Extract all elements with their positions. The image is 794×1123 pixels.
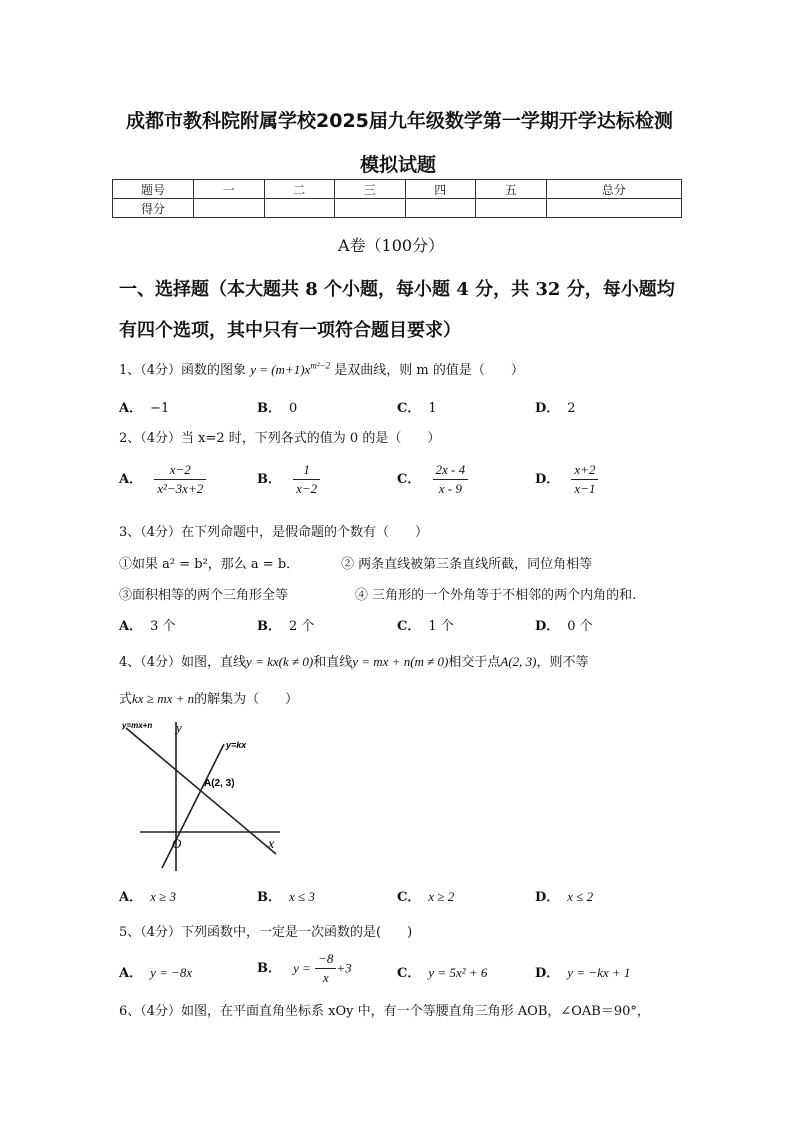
q4-inequality: kx ≥ mx + n: [132, 691, 195, 706]
option-label: D．: [535, 619, 560, 634]
label-y-axis: y: [176, 720, 182, 735]
score-cell[interactable]: [476, 199, 547, 218]
q1-option-c[interactable]: [397, 397, 437, 416]
title-line-2: 模拟试题: [360, 154, 437, 176]
option-text: 1: [428, 401, 437, 416]
fraction-numerator: x−2: [154, 461, 206, 480]
table-cell: 得分: [113, 199, 194, 218]
q3-option-a[interactable]: [119, 615, 176, 634]
volume-a-heading: A卷（100分）: [338, 236, 445, 255]
q5-option-b[interactable]: [257, 950, 352, 987]
q1-formula: y = (m+1)x: [250, 362, 311, 377]
q2-option-a[interactable]: [119, 461, 206, 498]
option-fraction: [293, 461, 320, 498]
option-label: D．: [535, 472, 560, 487]
table-cell: 五: [476, 180, 547, 199]
option-text: x ≤ 3: [289, 889, 315, 904]
option-text: y = −kx + 1: [567, 965, 631, 980]
option-text: y = 5x² + 6: [428, 965, 488, 980]
q1-option-d[interactable]: [535, 397, 576, 416]
q4-formula-kx: y = kx(k ≠ 0): [246, 654, 314, 669]
score-cell[interactable]: [194, 199, 265, 218]
q3-proposition-3: ③面积相等的两个三角形全等: [119, 588, 289, 603]
table-cell: 题号: [113, 180, 194, 199]
option-text: 1 个: [428, 619, 454, 634]
option-text: 0 个: [567, 619, 593, 634]
q1-option-b[interactable]: [257, 397, 297, 416]
question-4-stem-line-1: [119, 651, 589, 670]
question-3-stem: 3、（4分）在下列命题中，是假命题的个数有（ ）: [119, 525, 429, 540]
q3-option-b[interactable]: [257, 615, 314, 634]
option-label: C．: [397, 890, 421, 905]
q3-proposition-1: ①如果 a² = b²，那么 a = b．: [119, 557, 300, 572]
q4-text: 4、（4分）如图，直线: [119, 655, 247, 670]
table-cell: 总分: [546, 180, 682, 199]
q4-text: 和直线: [313, 655, 353, 670]
q3-proposition-4: ④ 三角形的一个外角等于不相邻的两个内角的和.: [355, 588, 637, 603]
score-table-header-row: [113, 180, 682, 199]
score-cell[interactable]: [546, 199, 682, 218]
fraction-numerator: x+2: [571, 461, 598, 480]
option-post: +3: [336, 960, 352, 976]
q4-text: 相交于点: [448, 655, 501, 670]
option-label: B．: [257, 401, 281, 416]
question-1-stem: [119, 359, 524, 378]
table-cell: 四: [405, 180, 476, 199]
label-y-mx-n: y=mx+n: [122, 721, 153, 730]
score-cell[interactable]: [405, 199, 476, 218]
q4-formula-mxn: y = mx + n(m ≠ 0): [352, 654, 449, 669]
fraction-denominator: x−2: [296, 481, 318, 496]
score-table-score-row: [113, 199, 682, 218]
option-label: C．: [397, 966, 421, 981]
fraction-numerator: 1: [293, 461, 320, 480]
option-fraction: [315, 950, 336, 987]
q5-option-c[interactable]: [397, 962, 487, 981]
label-origin: O: [172, 836, 182, 851]
q4-option-d[interactable]: [535, 886, 593, 905]
q1-exponent: m²−2: [310, 360, 331, 371]
q3-option-d[interactable]: [535, 615, 593, 634]
option-label: C．: [397, 401, 421, 416]
q4-text: 的解集为（ ）: [194, 692, 299, 707]
q4-text: ，则不等: [536, 655, 589, 670]
section-1-heading-line-2: 有四个选项，其中只有一项符合题目要求）: [119, 320, 461, 341]
option-fraction: [571, 461, 598, 498]
title-line-1: 成都市教科院附属学校2025届九年级数学第一学期开学达标检测: [126, 110, 673, 132]
option-label: C．: [397, 472, 421, 487]
section-1-heading-line-1: 一、选择题（本大题共 8 个小题，每小题 4 分，共 32 分，每小题均: [119, 279, 675, 300]
fraction-numerator: 2x - 4: [433, 461, 469, 480]
fraction-denominator: x - 9: [438, 481, 462, 496]
option-label: B．: [257, 619, 281, 634]
fraction-denominator: x−1: [574, 481, 596, 496]
question-2-stem: 2、（4分）当 x=2 时，下列各式的值为 0 的是（ ）: [119, 431, 441, 446]
q5-option-d[interactable]: [535, 962, 630, 981]
option-text: 0: [289, 401, 298, 416]
option-text: 3 个: [150, 619, 176, 634]
q4-figure: [118, 716, 288, 874]
fraction-denominator: x²−3x+2: [157, 481, 204, 496]
q4-option-c[interactable]: [397, 886, 454, 905]
q5-option-a[interactable]: [119, 962, 192, 981]
option-label: A．: [119, 966, 143, 981]
q4-text: 式: [119, 692, 133, 707]
option-label: B．: [257, 961, 281, 976]
option-text: y = −8x: [150, 965, 193, 980]
label-x-axis: x: [268, 837, 275, 852]
option-label: B．: [257, 890, 281, 905]
option-label: B．: [257, 472, 281, 487]
option-label: A．: [119, 401, 143, 416]
score-table: [112, 179, 682, 218]
option-label: C．: [397, 619, 421, 634]
option-text: 2: [567, 401, 576, 416]
question-6-stem: 6、（4分）如图，在平面直角坐标系 xOy 中，有一个等腰直角三角形 AOB，∠OAB＝90°，: [119, 1004, 650, 1019]
option-label: D．: [535, 966, 560, 981]
q2-option-b[interactable]: [257, 461, 320, 498]
option-fraction: [433, 461, 469, 498]
option-label: D．: [535, 890, 560, 905]
option-label: D．: [535, 401, 560, 416]
option-label: A．: [119, 619, 143, 634]
option-pre: y =: [293, 960, 311, 976]
q1-suffix: 是双曲线，则 m 的值是（ ）: [334, 363, 524, 378]
q1-prefix: 1、（4分）函数的图象: [119, 363, 247, 378]
option-text: x ≥ 3: [150, 889, 176, 904]
q4-option-b[interactable]: [257, 886, 315, 905]
table-cell: 一: [194, 180, 265, 199]
q3-proposition-2: ② 两条直线被第三条直线所截，同位角相等: [341, 557, 593, 572]
q3-option-c[interactable]: [397, 615, 454, 634]
q4-point-a: A(2, 3): [500, 654, 537, 669]
q4-option-a[interactable]: [119, 886, 176, 905]
fraction-denominator: x: [322, 970, 329, 985]
score-cell[interactable]: [264, 199, 335, 218]
score-cell[interactable]: [335, 199, 406, 218]
option-fraction: [154, 461, 206, 498]
option-label: A．: [119, 472, 143, 487]
option-text: x ≤ 2: [567, 889, 594, 904]
option-text: −1: [150, 401, 170, 416]
label-y-kx: y=kx: [226, 740, 247, 750]
question-5-stem: 5、（4分）下列函数中，一定是一次函数的是( ): [119, 925, 413, 940]
question-4-stem-line-2: [119, 688, 298, 707]
label-point-a: A(2, 3): [204, 778, 235, 789]
option-label: A．: [119, 890, 143, 905]
q2-option-d[interactable]: [535, 461, 598, 498]
table-cell: 二: [264, 180, 335, 199]
fraction-numerator: −8: [315, 950, 336, 969]
option-text: x ≥ 2: [428, 889, 455, 904]
q2-option-c[interactable]: [397, 461, 468, 498]
option-text: 2 个: [289, 619, 315, 634]
table-cell: 三: [335, 180, 406, 199]
q1-option-a[interactable]: [119, 397, 169, 416]
